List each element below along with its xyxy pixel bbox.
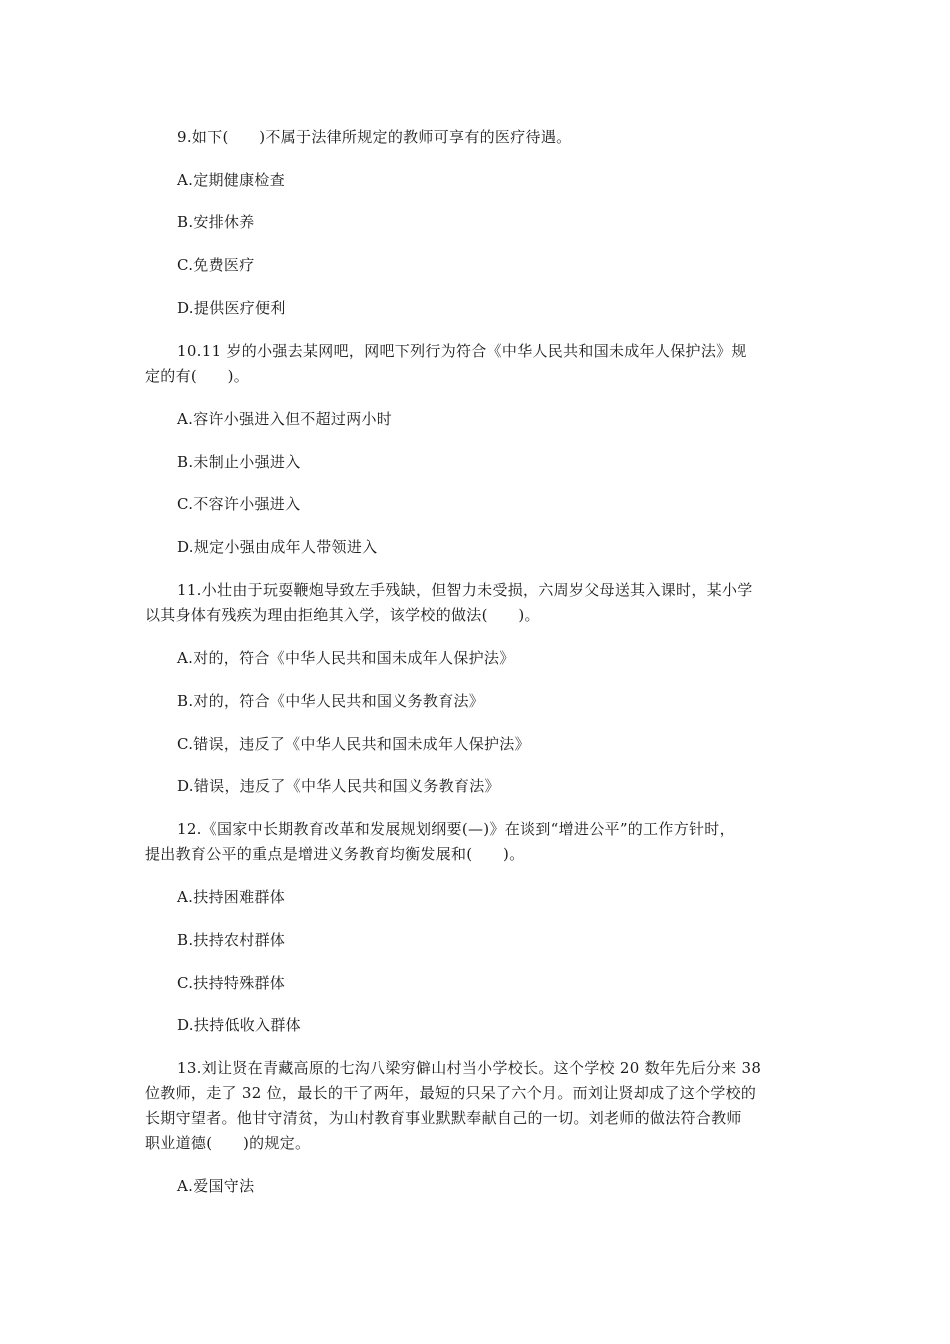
question-13-stem-line-1: 13.刘让贤在青藏高原的七沟八梁穷僻山村当小学校长。这个学校 20 数年先后分来 38: [177, 1059, 762, 1077]
question-12-option-a: A.扶持困难群体: [177, 888, 286, 906]
question-10-stem-line-1: 10.11 岁的小强去某网吧，网吧下列行为符合《中华人民共和国未成年人保护法》规: [177, 342, 747, 360]
question-9-option-a: A.定期健康检查: [177, 171, 286, 189]
question-10-stem-line-2: 定的有( )。: [145, 367, 250, 385]
question-11-option-a: A.对的，符合《中华人民共和国未成年人保护法》: [177, 649, 515, 667]
question-10-option-d: D.规定小强由成年人带领进入: [177, 538, 378, 556]
question-13-stem-line-3: 长期守望者。他甘守清贫，为山村教育事业默默奉献自己的一切。刘老师的做法符合教师: [145, 1109, 742, 1127]
question-9-option-c: C.免费医疗: [177, 256, 255, 274]
question-9-option-b: B.安排休养: [177, 213, 255, 231]
question-10-option-b: B.未制止小强进入: [177, 453, 301, 471]
question-10-option-a: A.容许小强进入但不超过两小时: [177, 410, 393, 428]
question-11-option-d: D.错误，违反了《中华人民共和国义务教育法》: [177, 777, 500, 795]
question-11-stem-line-2: 以其身体有残疾为理由拒绝其入学，该学校的做法( )。: [145, 606, 540, 624]
question-12-option-b: B.扶持农村群体: [177, 931, 286, 949]
question-12-option-c: C.扶持特殊群体: [177, 974, 286, 992]
question-9-option-d: D.提供医疗便利: [177, 299, 286, 317]
question-13-stem-line-2: 位教师，走了 32 位，最长的干了两年，最短的只呆了六个月。而刘让贤却成了这个学校的: [145, 1084, 757, 1102]
question-11-stem-line-1: 11.小壮由于玩耍鞭炮导致左手残缺，但智力未受损，六周岁父母送其入课时，某小学: [177, 581, 753, 599]
question-12-stem-line-2: 提出教育公平的重点是增进义务教育均衡发展和( )。: [145, 845, 525, 863]
question-11-option-c: C.错误，违反了《中华人民共和国未成年人保护法》: [177, 735, 530, 753]
question-11-option-b: B.对的，符合《中华人民共和国义务教育法》: [177, 692, 485, 710]
question-10-option-c: C.不容许小强进入: [177, 495, 301, 513]
question-13-option-a: A.爱国守法: [177, 1177, 255, 1195]
question-12-stem-line-1: 12.《国家中长期教育改革和发展规划纲要(—)》在谈到“增进公平”的工作方针时，: [177, 820, 735, 838]
question-13-stem-line-4: 职业道德( )的规定。: [145, 1134, 311, 1152]
question-9-stem-line-1: 9.如下( )不属于法律所规定的教师可享有的医疗待遇。: [177, 128, 572, 146]
question-12-option-d: D.扶持低收入群体: [177, 1016, 301, 1034]
